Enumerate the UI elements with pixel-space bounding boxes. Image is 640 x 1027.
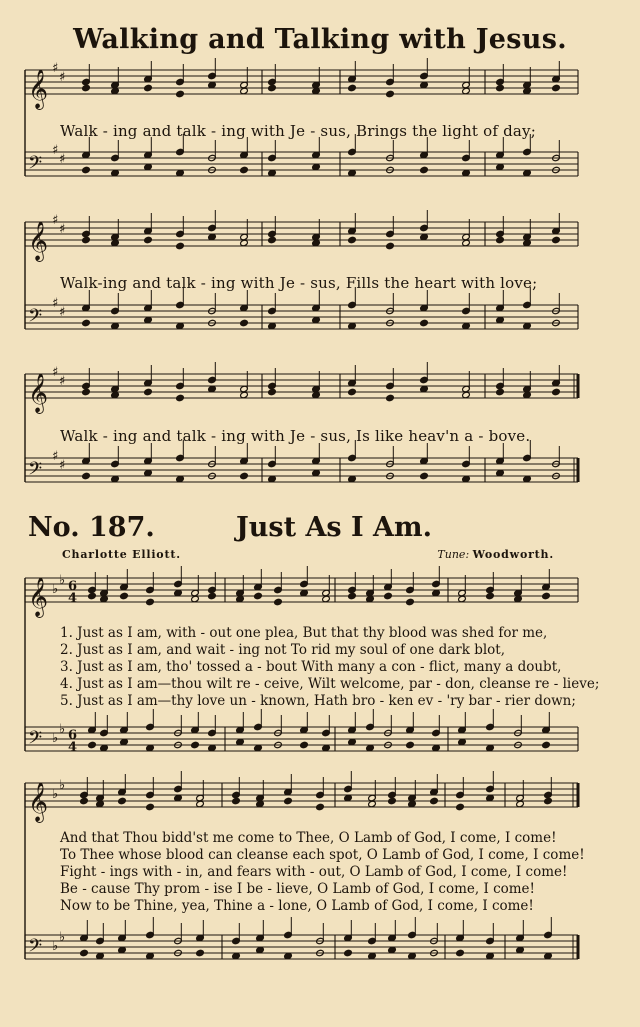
quarter-note (144, 236, 153, 243)
treble-clef-icon: 𝄞 (28, 373, 49, 413)
quarter-note (486, 592, 495, 599)
quarter-note (542, 741, 551, 748)
lyric-line-3: Walk - ing and talk - ing with Je - sus, Is like heav'n a - bove. (60, 427, 531, 445)
quarter-note (406, 598, 415, 605)
quarter-note (344, 949, 353, 956)
tune-name: Woodworth. (472, 548, 554, 561)
quarter-note (348, 592, 357, 599)
bass-clef-icon: 𝄢 (28, 306, 43, 331)
quarter-note (496, 236, 505, 243)
flat-icon: ♭ (52, 939, 59, 954)
quarter-note (176, 90, 185, 97)
verse-line: Fight - ings with - in, and fears with - out, O Lamb of God, I come, I come! (60, 864, 568, 880)
quarter-note (348, 388, 357, 395)
quarter-note (82, 84, 91, 91)
quarter-note (191, 741, 200, 748)
tune-label: Tune: (437, 548, 470, 561)
quarter-note (144, 84, 153, 91)
time-signature: 6 (68, 579, 78, 594)
quarter-note (384, 592, 393, 599)
quarter-note (430, 797, 439, 804)
time-signature: 6 (68, 728, 78, 743)
flat-icon: ♭ (59, 930, 66, 945)
quarter-note (386, 90, 395, 97)
quarter-note (316, 803, 325, 810)
verse-line: 3. Just as I am, tho' tossed a - bout With many a con - flict, many a doubt, (60, 659, 562, 675)
quarter-note (80, 949, 89, 956)
quarter-note (232, 797, 241, 804)
author-credit: Charlotte Elliott. (62, 548, 181, 561)
quarter-note (254, 592, 263, 599)
sharp-icon: ♯ (59, 305, 66, 320)
verse-line: To Thee whose blood can cleanse each spot, O Lamb of God, I come, I come! (60, 847, 585, 863)
sharp-icon: ♯ (52, 365, 59, 380)
hymn-title-just-as-i-am: Just As I Am. (236, 512, 432, 543)
quarter-note (496, 388, 505, 395)
quarter-note (82, 388, 91, 395)
quarter-note (82, 236, 91, 243)
quarter-note (176, 394, 185, 401)
flat-icon: ♭ (59, 573, 66, 588)
quarter-note (552, 388, 561, 395)
quarter-note (300, 741, 309, 748)
quarter-note (88, 592, 97, 599)
sharp-icon: ♯ (59, 70, 66, 85)
quarter-note (144, 388, 153, 395)
treble-clef-icon: 𝄞 (28, 782, 49, 822)
quarter-note (80, 797, 89, 804)
quarter-note (176, 242, 185, 249)
flat-icon: ♭ (52, 731, 59, 746)
quarter-note (544, 797, 553, 804)
verse-line: Be - cause Thy prom - ise I be - lieve, O Lamb of God, I come, I come! (60, 881, 535, 897)
quarter-note (146, 803, 155, 810)
quarter-note (386, 394, 395, 401)
verse-line: 4. Just as I am—thou wilt re - ceive, Wilt welcome, par - don, cleanse re - lieve; (60, 676, 600, 692)
verse-line: And that Thou bidd'st me come to Thee, O Lamb of God, I come, I come! (60, 830, 557, 846)
quarter-note (268, 236, 277, 243)
bass-clef-icon: 𝄢 (28, 459, 43, 484)
sharp-icon: ♯ (59, 458, 66, 473)
quarter-note (274, 598, 283, 605)
quarter-note (240, 472, 249, 479)
sharp-icon: ♯ (52, 213, 59, 228)
verse-line: 2. Just as I am, and wait - ing not To rid my soul of one dark blot, (60, 642, 505, 658)
sharp-icon: ♯ (52, 449, 59, 464)
treble-clef-icon: 𝄞 (28, 221, 49, 261)
quarter-note (118, 797, 127, 804)
lyric-line-1: Walk - ing and talk - ing with Je - sus, Brings the light of day; (60, 122, 536, 140)
sharp-icon: ♯ (52, 143, 59, 158)
verses-part-b (60, 830, 585, 915)
quarter-note (348, 84, 357, 91)
time-signature: 4 (68, 591, 78, 606)
quarter-note (268, 388, 277, 395)
sharp-icon: ♯ (59, 222, 66, 237)
flat-icon: ♭ (52, 787, 59, 802)
quarter-note (388, 797, 397, 804)
quarter-note (420, 472, 429, 479)
quarter-note (420, 319, 429, 326)
quarter-note (196, 949, 205, 956)
treble-clef-icon: 𝄞 (28, 577, 49, 617)
tune-credit (437, 548, 554, 561)
flat-icon: ♭ (59, 722, 66, 737)
flat-icon: ♭ (59, 778, 66, 793)
time-signature: 4 (68, 740, 78, 755)
quarter-note (208, 592, 217, 599)
verse-line: Now to be Thine, yea, Thine a - lone, O Lamb of God, I come, I come! (60, 898, 534, 914)
quarter-note (240, 319, 249, 326)
quarter-note (284, 797, 293, 804)
quarter-note (82, 472, 91, 479)
treble-clef-icon: 𝄞 (28, 69, 49, 109)
quarter-note (348, 236, 357, 243)
quarter-note (120, 592, 129, 599)
quarter-note (146, 598, 155, 605)
bass-clef-icon: 𝄢 (28, 728, 43, 753)
quarter-note (240, 166, 249, 173)
bass-clef-icon: 𝄢 (28, 936, 43, 961)
quarter-note (406, 741, 415, 748)
quarter-note (82, 166, 91, 173)
quarter-note (82, 319, 91, 326)
quarter-note (542, 592, 551, 599)
verse-line: 1. Just as I am, with - out one plea, But that thy blood was shed for me, (60, 625, 548, 641)
quarter-note (268, 84, 277, 91)
quarter-note (456, 949, 465, 956)
quarter-note (552, 236, 561, 243)
quarter-note (420, 166, 429, 173)
hymn-number: No. 187. (28, 512, 155, 543)
sharp-icon: ♯ (52, 296, 59, 311)
quarter-note (386, 242, 395, 249)
lyric-line-2: Walk-ing and talk - ing with Je - sus, Fills the heart with love; (60, 274, 538, 292)
quarter-note (456, 803, 465, 810)
hymn-title-walking: Walking and Talking with Jesus. (73, 24, 567, 55)
verses-part-a (60, 625, 599, 710)
quarter-note (496, 84, 505, 91)
quarter-note (88, 741, 97, 748)
quarter-note (552, 84, 561, 91)
sharp-icon: ♯ (52, 61, 59, 76)
sharp-icon: ♯ (59, 374, 66, 389)
verse-line: 5. Just as I am—thy love un - known, Hath bro - ken ev - 'ry bar - rier down; (60, 693, 576, 709)
bass-clef-icon: 𝄢 (28, 153, 43, 178)
sharp-icon: ♯ (59, 152, 66, 167)
flat-icon: ♭ (52, 582, 59, 597)
